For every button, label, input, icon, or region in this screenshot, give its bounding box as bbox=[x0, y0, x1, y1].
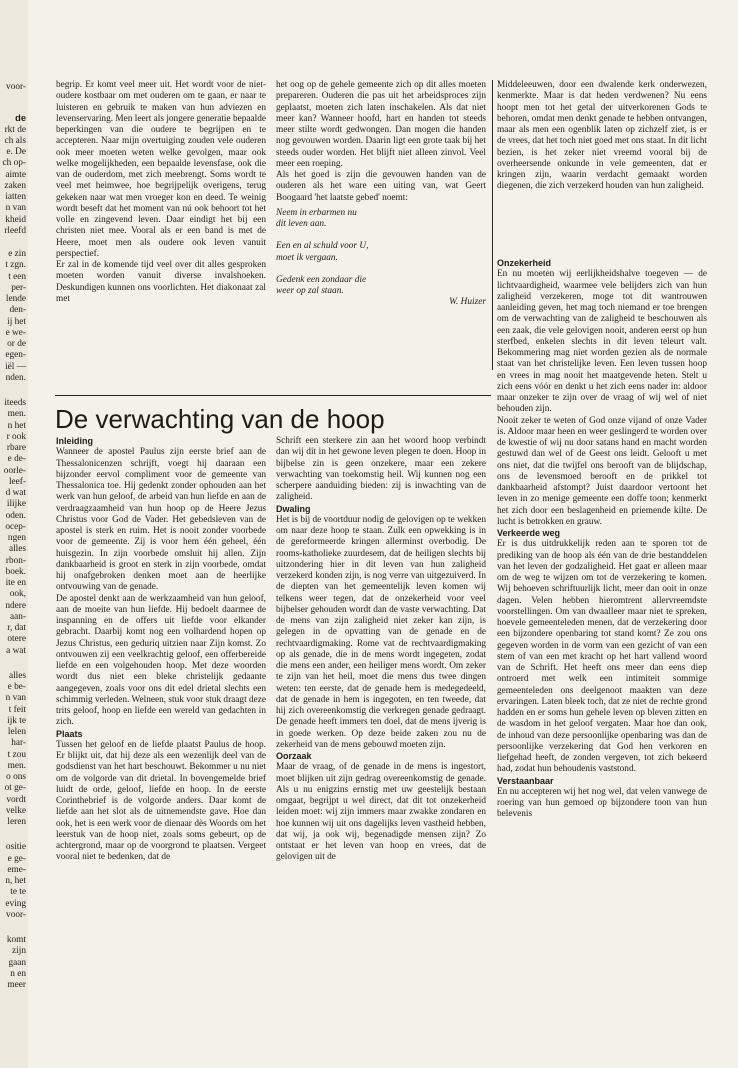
fragment-line: rbon- bbox=[5, 555, 26, 566]
fragment-line: vordt bbox=[6, 794, 26, 805]
fragment-line: e we- bbox=[5, 327, 26, 338]
fragment-line: leef- bbox=[8, 476, 26, 487]
top-column-3 bbox=[497, 80, 707, 250]
fragment-line: t feit bbox=[8, 704, 26, 715]
fragment-line: iatten bbox=[5, 192, 26, 202]
fragment-line: rleefd bbox=[4, 225, 26, 236]
fragment-line: e ge- bbox=[7, 853, 26, 864]
fragment-line: ositie bbox=[5, 842, 26, 853]
section-heading: Onzekerheid bbox=[497, 258, 552, 268]
paragraph: Er is dus uitdrukkelijk reden aan te sporen tot de prediking van de hoop als één van de drie bestanddelen van het leven der godzaligheid. Het gaat er alleen maar om de weg te wijzen om tot de verzekering te komen. Wij behoeven schriftuurlijk licht, meer dan ooit in onze dagen. Velen hebben hieromtrent allervreemdste voorstellingen. Om van dwaalleer maar niet te spreken, hoevele gemeenteleden menen, dat de verzekering door een bijzondere openbaring tot stand komt? Ze zou ons gegeven worden in de vorm van een gezicht of van een stem of van een met kracht op het hart vallend woord van de Schrift. Het heeft ons meer dan eens diep ontroerd met welk een intimiteit sommige gemeenteleden ons deelgenoot maakten van deze ervaringen. Laten bleek toch, dat ze niet de rechte grond hadden en er soms hun gehele leven op bleven zitten en de wasdom in het geloof vergaten. Maar hoe dan ook, de inhoud van deze persoonlijke openbaring was dan de persoonlijke verzekering dat God hen verkoren en liefgehad heeft, de zonden vergeven, tot zich bekeerd had, zodat hun behoudenis vaststond. bbox=[497, 539, 707, 775]
fragment-line: oden. bbox=[5, 510, 26, 521]
fragment-line: d wat bbox=[5, 488, 26, 498]
fragment-line: ndere bbox=[5, 600, 26, 611]
fragment-line: de bbox=[15, 113, 26, 124]
fragment-line: nden. bbox=[5, 372, 26, 383]
fragment-line: n, het bbox=[5, 876, 26, 886]
fragment-line: a wat bbox=[6, 645, 26, 656]
fragment-line: kheid bbox=[5, 214, 26, 225]
fragment-line: ij het bbox=[7, 316, 26, 327]
fragment-line: t zgn. bbox=[5, 260, 26, 271]
fragment-line: n en bbox=[10, 968, 26, 979]
fragment-line: otere bbox=[7, 634, 26, 645]
fragment-line: lelen bbox=[7, 727, 26, 737]
top-col2b-text: Als het goed is zijn die gevouwen handen van de ouderen als het ware een uiting van, wat Geert Boogaard 'het laatste gebed' noemt: bbox=[276, 170, 486, 203]
fragment-line: n het bbox=[7, 420, 26, 431]
fragment-line: r ook bbox=[6, 431, 26, 442]
fragment-line: e. De bbox=[6, 147, 26, 157]
fragment-line: leren bbox=[7, 817, 26, 827]
adjacent-column-fragment bbox=[0, 0, 28, 1068]
fragment-line: voor- bbox=[6, 909, 26, 920]
fragment-line: e zin bbox=[8, 249, 26, 259]
section-heading: Plaats bbox=[56, 728, 83, 739]
top-column-2 bbox=[276, 80, 486, 370]
fragment-line: or de bbox=[7, 339, 26, 349]
fragment-line: velke bbox=[5, 805, 26, 816]
top-column-divider bbox=[492, 80, 493, 370]
top-col1-text: begrip. Er komt veel meer uit. Het wordt voor de niet-oudere kostbaar om met ouderen om te gaan, er naar te luisteren en gebruik te maken van hun adviezen en levenservaring. Men leert als jongere generatie bepaalde beperkingen van die oudere te begrijpen en te accepteren. Naar mijn overtuiging zouden vele ouderen ook meer moeten weten welke gevolgen, maar ook welke mogelijkheden, een bepaalde levensfase, ook die van de ouderdom, met zich meebrengt. Soms wordt te veel met heimwee, hoe begrijpelijk overigens, terug gekeken naar wat men vroeger kon en deed. Te weinig wordt beseft dat het moment van nú ook behoort tot het volle en zingevend leven. Daar eindigt het bij een christen niet mee. Vooral als er een band is met de Heere, moet men als oudere ook leven vanuit perspectief. bbox=[56, 80, 266, 259]
fragment-line: oorle- bbox=[3, 465, 26, 476]
article-column-1 bbox=[56, 436, 266, 1026]
fragment-line: per- bbox=[11, 282, 26, 293]
fragment-line: t een bbox=[8, 271, 26, 282]
fragment-line: iteeds bbox=[4, 398, 26, 408]
fragment-line: aan- bbox=[10, 611, 26, 622]
fragment-line: lende bbox=[5, 294, 26, 304]
article-column-3 bbox=[497, 258, 707, 1028]
fragment-line: e de- bbox=[7, 454, 26, 465]
section-heading: Dwaling bbox=[276, 503, 311, 514]
fragment-line: ngen bbox=[7, 533, 26, 543]
article-column-2 bbox=[276, 436, 486, 1026]
top-col3-text: Middeleeuwen, door een dwalende kerk onderwezen, kenmerkte. Maar is dat heden verdwenen? Nu eens hoopt men tot het getal der uitverkorenen Gods te behoren, omdat men denkt genade te hebben ontvangen, maar als men een ogenblik laten op zichzelf ziet, is er de vrees, dat het toch niet goed met ons staat. In dit licht bezien, is het zeker niet vreemd vooral bij de overheersende onkunde in vele gemeenten, dat er kringen zijn, waarin verdacht gemaakt worden diegenen, die zich verzekerd houden van hun zaligheid. bbox=[497, 80, 707, 192]
fragment-line: alles bbox=[8, 544, 26, 555]
fragment-line: ot ge- bbox=[4, 783, 26, 794]
poem-stanza-2: Een en al schuld voor U, moet ik vergaan. bbox=[276, 241, 369, 263]
paragraph: Wanneer de apostel Paulus zijn eerste brief aan de Thessalonicenzen schrijft, voegt hij daaraan een bijzonder eervol compliment voor de gemeente van Thessalonica toe. Hij gedenkt zonder ophouden aan het werk van hun geloof, de arbeid van hun liefde en aan de verdraagzaamheid van hun hoop op de Heere Jezus Christus voor God de Vader. Het gebedsleven van de apostel is sterk en ruim. Het is nooit zonder voorbede voor de gemeente. Zij is voor hem één geheel, één huisgezin. In zijn voorbede omsluit hij allen. Zijn dankbaarheid is groot en sterk in zijn voorbede, omdat hij onafgebroken denken moet aan de heerlijke ontvouwing van de genade. bbox=[56, 447, 266, 593]
fragment-line: aimte bbox=[5, 169, 26, 180]
fragment-line: iël — bbox=[5, 361, 26, 372]
section-heading: Verstaanbaar bbox=[497, 775, 554, 786]
paragraph: En nu accepteren wij het nog wel, dat velen vanwege de roering van hun gemoed op bijzondere toon van hun belevenis bbox=[497, 786, 707, 820]
top-col1b-text: Er zal in de komende tijd veel over dit alles gesproken moeten worden vanuit diverse invalshoeken. Deskundigen kunnen ons voorlichten. Het diakonaat zal met bbox=[56, 260, 266, 304]
fragment-line: alles bbox=[8, 670, 26, 681]
fragment-line: ite en bbox=[5, 578, 26, 588]
section-heading: Inleiding bbox=[56, 436, 93, 446]
author-signature: W. Huizer bbox=[449, 297, 486, 308]
paragraph: Nooit zeker te weten of God onze vijand of onze Vader is. Aldoor maar heen en weer geslingerd te worden over de kwestie of wij nu door satans hand en macht worden gestuwd dan wel of de Geest ons leidt. Gelooft u met ons niet, dat die twijfel ons berooft van de blijdschap, ons de levensmoed berooft en de prikkel tot dankbaarheid afstompt? Juist daardoor vertoont het leven in zo menige gemeente een doffe toon; kenmerkt het zich door een beslagenheid en priemende kilte. De lucht is betrokken en grauw. bbox=[497, 415, 707, 527]
fragment-line: o ons bbox=[6, 772, 26, 782]
fragment-line: ch op- bbox=[2, 158, 26, 169]
paragraph: De apostel denkt aan de werkzaamheid van hun geloof, aan de moeite van hun liefde. Hij bedoelt daarmee de inspanning en de offers uit liefde voor elkander gebracht. Daarbij komt nog een volhardend hopen op Jezus Christus, een geduriq uitzien naar Zijn komst. Zo ontvouwen zij een veelkrachtig geloof, een offerbereide liefde en een volgehouden hoop. Met deze woorden wordt dus niet een bleke christelijk gedaante aangegeven, zoals voor ons dit edel drietal slechts een schimmig verleden. Welneen, stuk voor stuk draagt deze trits geloof, hoop en liefde een wereld van gedachten in zich. bbox=[56, 593, 266, 728]
fragment-line: zijn bbox=[12, 946, 26, 957]
fragment-line: ook, bbox=[9, 589, 26, 600]
fragment-line: har- bbox=[11, 738, 26, 749]
paragraph: Schrift een sterkere zin aan het woord hoop verbindt dan wij dit in het gewone leven plegen te doen. Hoop in bijbelse zin is geen onzekere, maar een zekere verwachting van toekomstig heil. Wij kunnen nog een scherpere aanduiding bieden: zij is inwachting van de zaligheid. bbox=[276, 436, 486, 503]
fragment-line: r, dat bbox=[7, 623, 26, 633]
fragment-line: den- bbox=[9, 305, 26, 316]
poem-stanza-3: Gedenk een zondaar die weer op zal staan. bbox=[276, 274, 367, 296]
fragment-line: ocep- bbox=[5, 521, 26, 532]
fragment-line: gaan bbox=[8, 957, 26, 968]
fragment-line: eme- bbox=[7, 864, 26, 875]
fragment-line: egen- bbox=[5, 350, 26, 361]
fragment-line: n van bbox=[5, 203, 26, 214]
fragment-line: t zou bbox=[7, 749, 26, 760]
poem-stanza-1: Neem in erbarmen nu dit leven aan. bbox=[276, 207, 357, 229]
paragraph: Het is bij de voortduur nodig de gelovigen op te wekken om naar deze hoop te staan. Zulk een opwekking is in de gereformeerde kringen allerminst overbodig. De rooms-katholieke zuurdesem, dat de heiligen slechts bij uitzondering hier in dit leven van hun zaligheid verzekerd konden zijn, is nog verre van uitgezuiverd. In de diepten van het gemeentelijk leven komen wij telkens weer tegen, dat de onzekerheid voor veel bijbelser gehouden wordt dan de vaste verwachting. Dat de mens van zijn zaligheid niet zeker kan zijn, is gelegen in de opvatting van de genade en de rechtvaardigmaking. Rome vat de rechtvaardigmaking op als genade, die in de mens wordt ingegeten, zodat die mens een ander, een heiliger mens wordt. Om zeker te zijn van het heil, moet die mens dus twee dingen weten: ten eerste, dat de genade hem is medegedeeld, dat de genade in hem is ingegoten, en ten tweede, dat hij zich overeenkomstig die verkregen genade gedraagt. De genade heeft immers ten doel, dat de mens ijverig is in goede werken. Op deze beide zaken zou nu de zekerheid van de mens gebouwd moeten zijn. bbox=[276, 514, 486, 750]
fragment-line: ijk te bbox=[7, 715, 26, 726]
fragment-line: komt bbox=[6, 935, 26, 945]
paragraph: Tussen het geloof en de liefde plaatst Paulus de hoop. Er blijkt uit, dat hij deze als een wezenlijk deel van de godsdienst van het hart beschouwt. Bekommer u nu niet om de volgorde van dit drietal. In bovengemelde brief luidt de orde, geloof, liefde en hoop. In de eerste Corinthebrief is de volgorde anders. Daar komt de liefde aan het slot als de uitnemendste gave. Hoe dan ook, het is een werk voor de dienaar dès Woords om het leerstuk van de hoop niet, zoals soms gebeurt, op de achtergrond, maar op de voorgrond te plaatsen. Vergeet vooral niet te bedenken, dat de bbox=[56, 739, 266, 863]
fragment-line: ch als bbox=[4, 135, 26, 146]
fragment-line: meer bbox=[7, 980, 26, 990]
fragment-line: te te bbox=[10, 887, 26, 898]
paragraph: Maar de vraag, of de genade in de mens is ingestort, moet blijken uit zijn gedrag overeenkomstig de genade. Als u nu enigzins ernstig met uw geestelijk bestaan omgaat, begrijpt u wel direct, dat dit tot onzekerheid leiden moet: wij zijn immers maar zwakke zondaren en hoe kunnen wij uit ons dagelijks leven vastheid hebben, dat wij, ja ook wij, begenadigde mensen zijn? Zo ontstaat er het leven van hoop en vrees, dat de gelovigen uit de bbox=[276, 762, 486, 863]
fragment-line: e be- bbox=[7, 682, 26, 692]
fragment-line: n van bbox=[5, 693, 26, 704]
fragment-line: rbare bbox=[6, 443, 26, 453]
fragment-line: zaken bbox=[4, 180, 26, 191]
fragment-line: ilijke bbox=[6, 499, 26, 510]
article-title: De verwachting van de hoop bbox=[55, 404, 385, 434]
fragment-line: boek. bbox=[5, 566, 26, 577]
top-col2-text: het oog op de gehele gemeente zich op dit alles moeten prepareren. Ouderen die pas uit het arbeidsproces zijn geplaatst, moeten zich laten inschakelen. Als dat niet meer kan? Wanneer hoofd, hart en handen tot steeds meer stilte wordt gedwongen. Dan mogen die handen nog gevouwen worden. Daarin ligt een grote taak bij het steeds ouder worden. Het blijft niet alleen zinvol. Veel meer een roeping. bbox=[276, 80, 486, 169]
section-heading: Oorzaak bbox=[276, 751, 312, 761]
section-heading: Verkeerde weg bbox=[497, 528, 561, 538]
paragraph: En nu moeten wij eerlijkheidshalve toegeven — de lichtvaardigheid, waarmee vele belijders zich van hun zaligheid verzekeren, moge tot dit wantrouwen aanleiding geven, het mag toch niemand er toe brengen om de verwachting van de zaligheid te beschouwen als een zaak, die vele gelovigen nooit, anderen eerst op hun sterfbed, enkelen slechts in dit leven teleurt valt. Bekommering mag niet worden gezien als de normale staat van het christelijke leven. Een leven tussen hoop en vrees in mag nooit het maatgevende heten. Stelt u zich eens vóór en denkt u het zich eens nader in: aldoor maar onzeker te zijn over de vraag of wij wel of niet behouden zijn. bbox=[497, 269, 707, 415]
fragment-line: voor- bbox=[6, 82, 26, 92]
fragment-line: eving bbox=[5, 898, 26, 909]
article-separator-line bbox=[55, 395, 491, 396]
fragment-line: men. bbox=[7, 760, 26, 771]
fragment-line: men. bbox=[7, 409, 26, 420]
top-column-1 bbox=[56, 80, 266, 383]
fragment-line: rkt de bbox=[4, 124, 26, 135]
